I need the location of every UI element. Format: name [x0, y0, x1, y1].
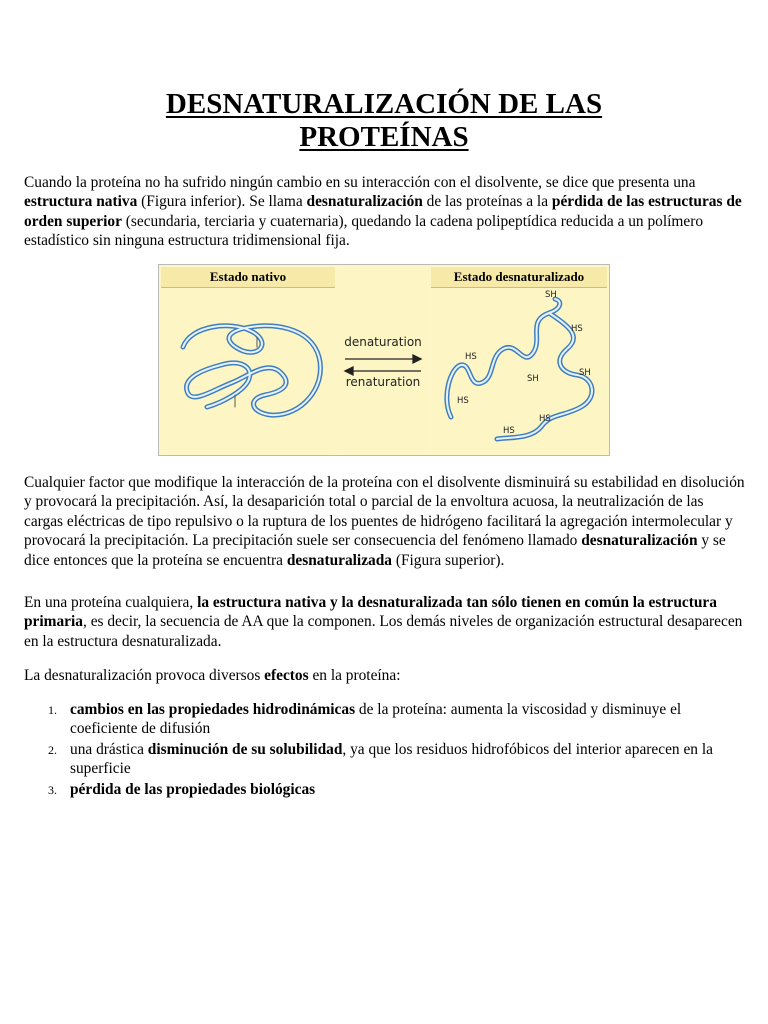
bold-term-denatured: desnaturalizada [286, 551, 392, 569]
list-number: 2. [48, 742, 57, 757]
primary-structure-paragraph [24, 593, 746, 651]
denatured-state-panel [431, 267, 607, 453]
native-state-panel [161, 267, 335, 453]
text-run: En una proteína cualquiera, [24, 594, 198, 611]
sulfhydryl-label: SH [545, 290, 557, 300]
denaturation-arrow-label: denaturation [344, 335, 422, 349]
denatured-protein-chain [431, 287, 607, 453]
sulfhydryl-label: HS [465, 352, 477, 362]
list-item [24, 700, 746, 739]
effects-list [24, 700, 746, 800]
text-run: (Figura superior). [392, 551, 505, 569]
list-item-bold: pérdida de las propiedades biológicas [70, 780, 316, 798]
title-line-1: DESNATURALIZACIÓN DE LAS [165, 88, 603, 120]
sulfhydryl-label: SH [527, 374, 539, 384]
text-run: (secundaria, terciaria y cuaternaria), quedando la cadena polipeptídica reducida a un polímero estadístico sin ninguna estructura tridimensional fija. [24, 212, 704, 250]
list-item-bold: cambios en las propiedades hidrodinámicas [70, 701, 356, 718]
sulfhydryl-label: HS [457, 396, 469, 406]
arrows-panel [337, 267, 429, 453]
intro-paragraph [24, 173, 746, 251]
text-run: , es decir, la secuencia de AA que la componen. Los demás niveles de organización estructural desaparecen en la estructura desnaturalizada. [24, 613, 743, 650]
text-run: de las proteínas a la [422, 193, 552, 211]
list-item [24, 780, 746, 799]
list-number: 1. [48, 703, 57, 717]
sulfhydryl-label: SH [579, 368, 591, 378]
sulfhydryl-label: HS [503, 426, 515, 436]
bold-term-common-primary: la estructura nativa y la desnaturalizada tan sólo tienen en común la estructura primaria [24, 594, 717, 631]
list-item-text: , ya que los residuos hidrofóbicos del interior aparecen en la superficie [70, 740, 713, 778]
title-line-2: PROTEÍNAS [299, 121, 469, 153]
factors-paragraph [24, 473, 746, 570]
list-item [24, 740, 746, 779]
sulfhydryl-label: HS [571, 324, 583, 334]
text-run: y se dice entonces que la proteína se encuentra [24, 532, 726, 569]
bold-term-effects: efectos [264, 667, 309, 684]
text-run: (Figura inferior). Se llama [137, 193, 307, 211]
native-state-header: Estado nativo [161, 267, 335, 288]
reaction-arrows [337, 267, 429, 453]
bold-term-native-structure: estructura nativa [24, 193, 138, 211]
page-title [0, 88, 768, 154]
denatured-state-header: Estado desnaturalizado [431, 267, 607, 288]
list-item-text: de la proteína: aumenta la viscosidad y disminuye el coeficiente de difusión [70, 701, 682, 738]
renaturation-arrow-label: renaturation [345, 375, 421, 389]
text-run: en la proteína: [308, 667, 401, 684]
native-protein-fold [161, 287, 335, 453]
text-run: Cuando la proteína no ha sufrido ningún cambio en su interacción con el disolvente, se dice que presenta una [24, 174, 696, 191]
text-run: La desnaturalización provoca diversos [24, 667, 265, 684]
text-run: Cualquier factor que modifique la interacción de la proteína con el disolvente disminuirá su estabilidad en disolución y provocará la precipitación. Así, la desaparición total o parcial de la envoltura acuosa, la neutralización de las cargas eléctricas de tipo repulsivo o la ruptura de los puentes de hidrógeno facilitará la agregación intermolecular y provocará la precipitación. La precipitación suele ser consecuencia del fenómeno llamado [24, 474, 745, 550]
bold-term-denaturation: desnaturalización [306, 193, 423, 211]
denaturation-figure [158, 264, 610, 456]
bold-term-higher-order-loss: pérdida de las estructuras de orden superior [24, 193, 742, 230]
list-number: 3. [48, 782, 57, 797]
list-item-text: una drástica [70, 740, 148, 758]
sulfhydryl-label: HS [539, 414, 551, 424]
bold-term-denaturation: desnaturalización [581, 532, 698, 550]
effects-intro-paragraph [24, 666, 746, 685]
list-item-bold: disminución de su solubilidad [147, 740, 343, 758]
